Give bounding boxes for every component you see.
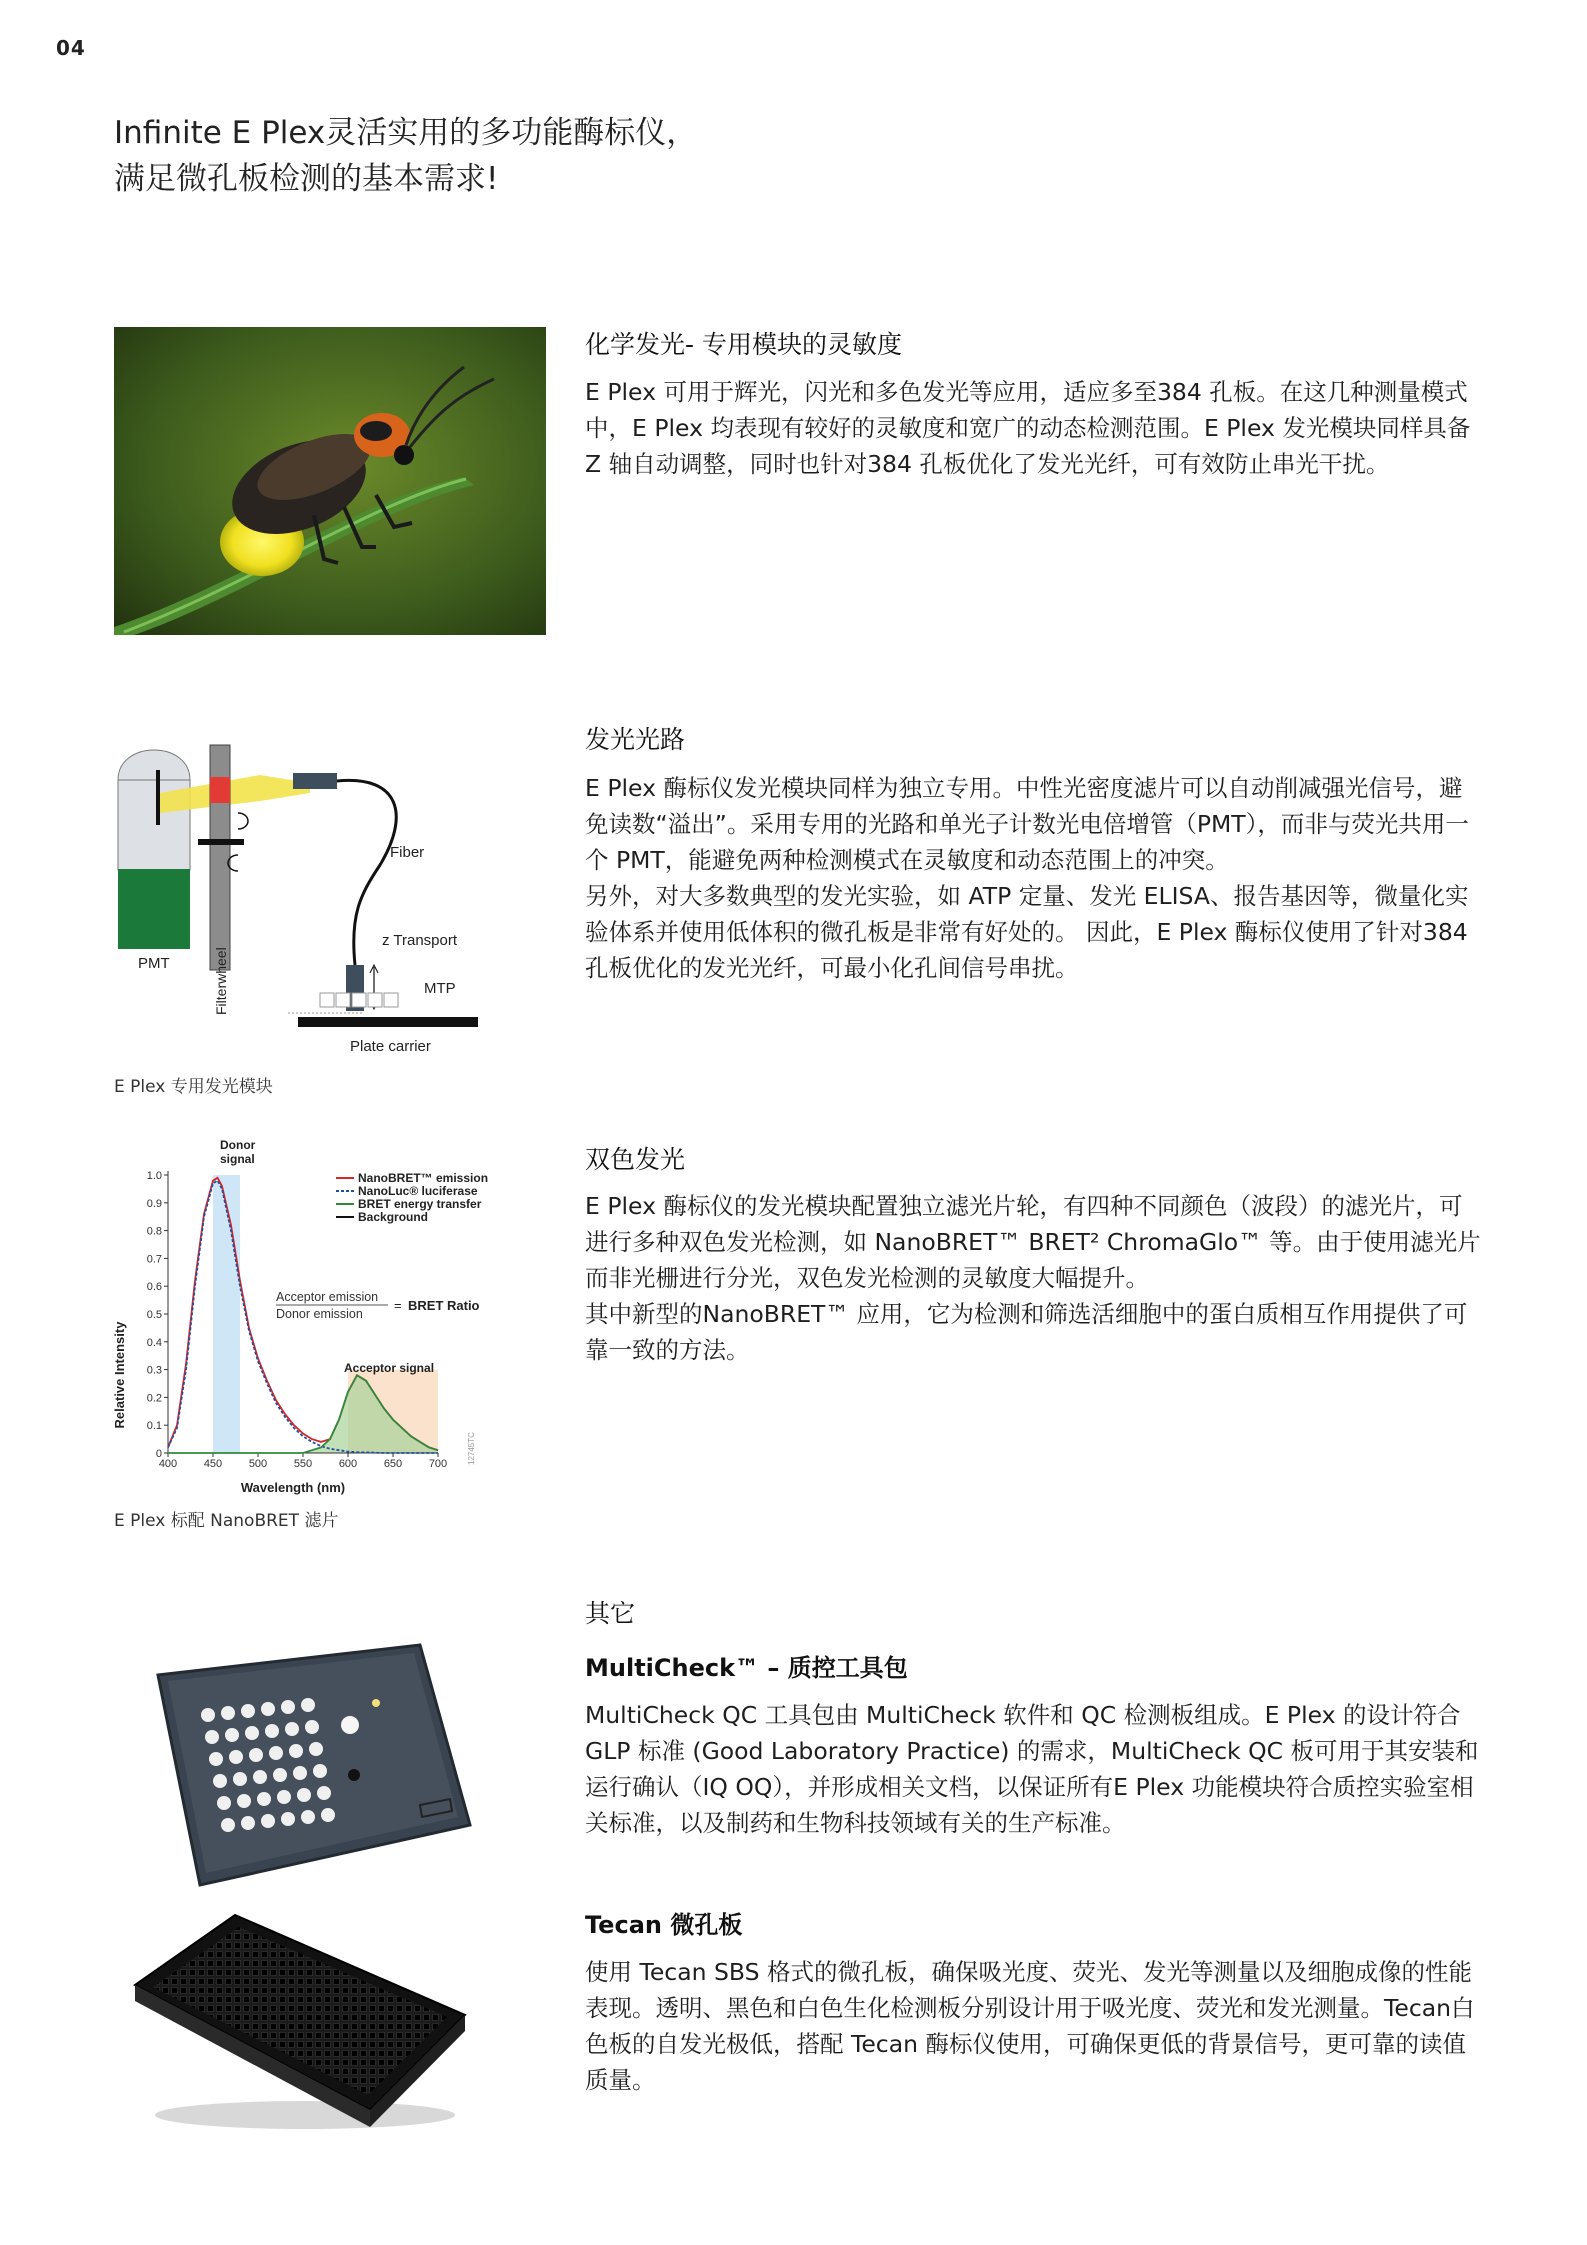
legend-entry: NanoBRET™ emission	[358, 1171, 489, 1185]
label-filterwheel: Filterwheel	[213, 947, 229, 1015]
subsection-title-microplate: Tecan 微孔板	[585, 1911, 743, 1939]
paragraph: E Plex 酶标仪发光模块同样为独立专用。中性光密度滤片可以自动削减强光信号，避免读数“溢出”。采用专用的光路和单光子计数光电倍增管（PMT），而非与荧光共用一个 PMT，能避免两种检测模式在灵敏度和动态范围上的冲突。	[585, 774, 1469, 874]
figure-code: 12745TC	[467, 1432, 476, 1465]
bret-chart	[108, 1135, 518, 1505]
paragraph: E Plex 酶标仪的发光模块配置独立滤光片轮，有四种不同颜色（波段）的滤光片，可进行多种双色发光检测，如 NanoBRET™ BRET² ChromaGlo™ 等。由于使用滤光片而非光栅进行分光，双色发光检测的灵敏度大幅提升。	[585, 1192, 1481, 1292]
y-tick-label: 0	[155, 1448, 162, 1460]
y-tick-label: 0.1	[146, 1420, 162, 1433]
y-tick-label: 0.6	[146, 1281, 162, 1294]
label-transport: z Transport	[382, 932, 458, 949]
caption-optics: E Plex 专用发光模块	[114, 1077, 273, 1097]
x-tick-label: 500	[248, 1458, 268, 1470]
section-title-chemiluminescence: 化学发光- 专用模块的灵敏度	[585, 330, 902, 359]
firefly-illustration	[114, 327, 546, 635]
page-title-line-1: Infinite E Plex灵活实用的多功能酶标仪，	[114, 115, 698, 151]
section-body-chemiluminescence	[585, 374, 1485, 482]
section-title-dual-color: 双色发光	[585, 1145, 686, 1174]
x-tick-label: 450	[203, 1458, 223, 1470]
label-pmt: PMT	[138, 955, 170, 972]
donor-band	[213, 1175, 240, 1453]
y-tick-label: 0.9	[146, 1197, 162, 1210]
pmt-detector	[118, 869, 190, 949]
x-axis-label: Wavelength (nm)	[240, 1480, 346, 1495]
paragraph: E Plex 可用于辉光，闪光和多色发光等应用，适应多至384 孔板。在这几种测量模式中，E Plex 均表现有较好的灵敏度和宽广的动态检测范围。E Plex 发光模块同样具备Z 轴自动调整，同时也针对384 孔板优化了发光光纤，可有效防止串光干扰。	[585, 378, 1471, 478]
donor-label-1: Donor	[220, 1138, 256, 1152]
page-title	[114, 110, 697, 202]
subsection-body-multicheck	[585, 1697, 1485, 1841]
plate-carrier	[298, 1017, 478, 1027]
y-tick-label: 0.2	[146, 1392, 162, 1405]
y-tick-label: 0.5	[146, 1309, 162, 1321]
subsection-title-multicheck: MultiCheck™ – 质控工具包	[585, 1654, 908, 1682]
paragraph: 另外，对大多数典型的发光实验，如 ATP 定量、发光 ELISA、报告基因等，微量化实验体系并使用低体积的微孔板是非常有好处的。 因此，E Plex 酶标仪使用了针对384 孔板优化的发光光纤，可最小化孔间信号串扰。	[585, 882, 1469, 982]
ratio-numerator: Acceptor emission	[276, 1290, 379, 1304]
paragraph: MultiCheck QC 工具包由 MultiCheck 软件和 QC 检测板组成。E Plex 的设计符合 GLP 标准 (Good Laboratory Practice) 的需求，MultiCheck QC 板可用于其安装和运行确认（IQ OQ），并形成相关文档，以保证所有E Plex 功能模块符合质控实验室相关标准，以及制药和生物科技领域有关的生产标准。	[585, 1701, 1479, 1837]
label-plate-carrier: Plate carrier	[350, 1038, 431, 1055]
x-tick-label: 600	[338, 1458, 358, 1470]
x-tick-label: 400	[158, 1458, 178, 1470]
legend-entry: Background	[358, 1210, 429, 1224]
y-axis-label: Relative Intensity	[112, 1321, 127, 1429]
x-tick-label: 650	[383, 1458, 403, 1470]
y-tick-label: 1.0	[146, 1170, 162, 1182]
paragraph: 使用 Tecan SBS 格式的微孔板，确保吸光度、荧光、发光等测量以及细胞成像的性能表现。透明、黑色和白色生化检测板分别设计用于吸光度、荧光和发光测量。Tecan白色板的自发光极低，搭配 Tecan 酶标仪使用，可确保更低的背景信号，更可靠的读值质量。	[585, 1958, 1475, 2094]
paragraph: 其中新型的NanoBRET™ 应用，它为检测和筛选活细胞中的蛋白质相互作用提供了可靠一致的方法。	[585, 1300, 1468, 1364]
section-title-optics: 发光光路	[585, 725, 686, 754]
donor-label-2: signal	[220, 1152, 255, 1166]
multicheck-plate-photo	[140, 1635, 480, 1895]
legend-entry: NanoLuc® luciferase	[358, 1184, 478, 1198]
luminescence-optics-diagram	[110, 715, 500, 1060]
ratio-equals: =	[394, 1298, 402, 1313]
ratio-label: BRET Ratio	[408, 1298, 480, 1313]
y-tick-label: 0.7	[146, 1253, 162, 1266]
firefly-photo	[114, 327, 546, 635]
y-tick-label: 0.8	[146, 1225, 162, 1238]
x-tick-label: 700	[428, 1458, 448, 1470]
caption-bret: E Plex 标配 NanoBRET 滤片	[114, 1511, 339, 1531]
subsection-body-microplate	[585, 1954, 1485, 2098]
acceptor-label: Acceptor signal	[344, 1361, 435, 1375]
section-body-optics	[585, 770, 1485, 986]
page-number: 04	[56, 36, 86, 60]
section-body-dual-color	[585, 1188, 1485, 1368]
y-tick-label: 0.4	[146, 1336, 162, 1349]
y-tick-label: 0.3	[146, 1364, 162, 1377]
section-title-others: 其它	[585, 1599, 636, 1628]
ratio-denominator: Donor emission	[276, 1307, 363, 1321]
label-fiber: Fiber	[390, 844, 425, 861]
x-tick-label: 550	[293, 1458, 313, 1470]
label-mtp: MTP	[424, 980, 456, 997]
page-title-line-2: 满足微孔板检测的基本需求!	[114, 161, 499, 197]
legend-entry: BRET energy transfer	[358, 1197, 482, 1211]
microplate-photo	[125, 1905, 475, 2135]
